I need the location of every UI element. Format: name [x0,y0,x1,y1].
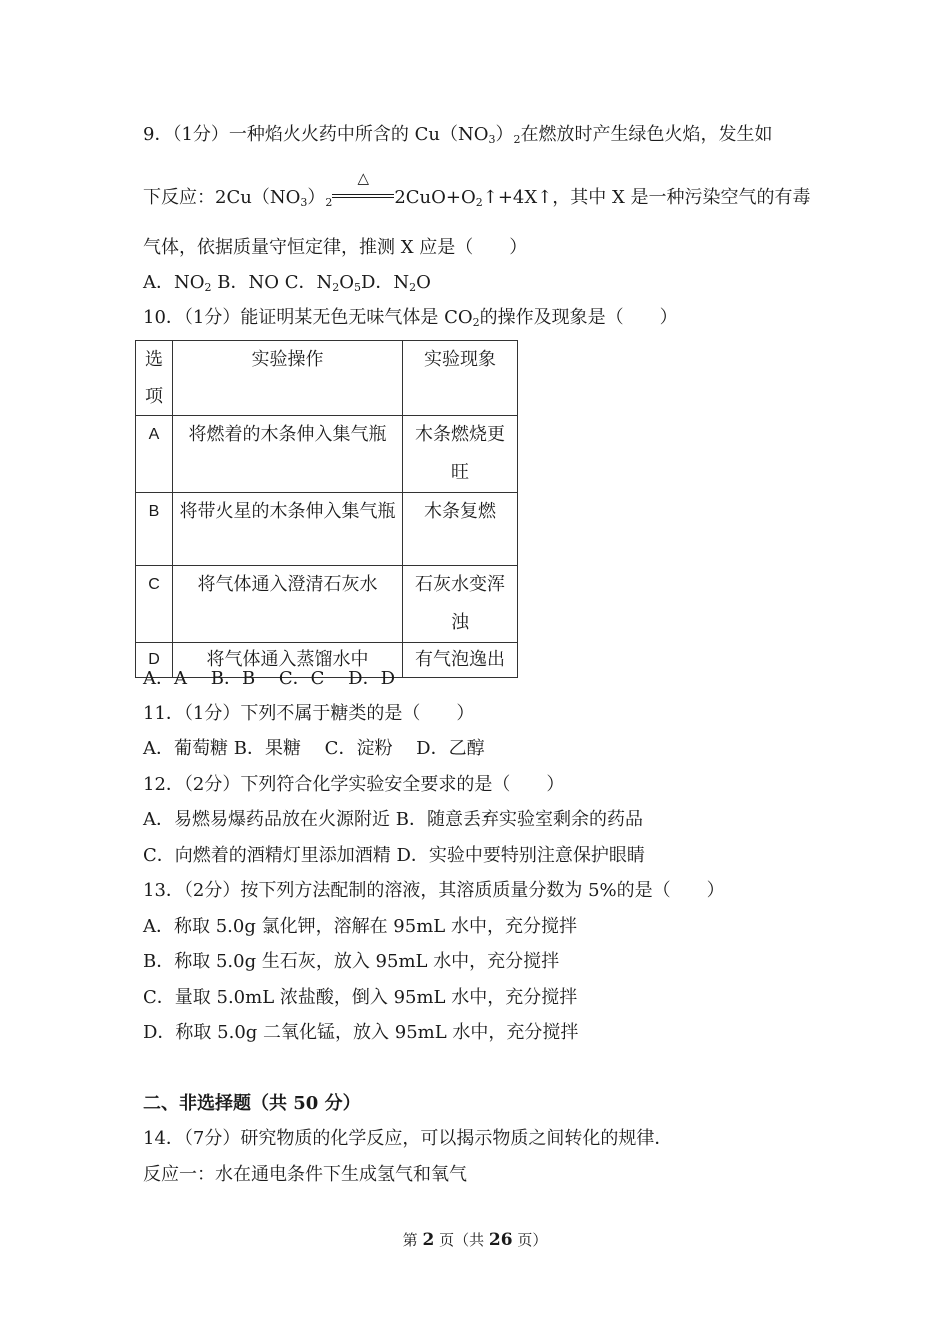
q13-option-c: C．量取 5.0mL 浓盐酸，倒入 95mL 水中，充分搅拌 [143,987,578,1008]
q9-text: 2CuO+O [394,187,476,208]
q10-options: A．A B．B C．C D．D [143,668,396,689]
q10-text: 10．（1分）能证明某无色无味气体是 CO [143,307,473,328]
subscript: 5 [353,281,361,294]
table-header-phenomenon: 实验现象 [403,341,518,416]
table-row [136,566,518,643]
q12-options-line2: C．向燃着的酒精灯里添加酒精 D．实验中要特别注意保护眼睛 [143,845,645,866]
experiment-table [135,340,518,678]
table-cell-option: D [136,643,173,678]
q9-line1 [143,123,773,147]
table-row [136,416,518,493]
table-cell-phenomenon: 有气泡逸出 [403,643,518,678]
q14-reaction1: 反应一：水在通电条件下生成氢气和氧气 [143,1164,467,1185]
subscript: 3 [300,196,308,209]
subscript: 2 [409,281,417,294]
q9-text: ） [307,187,326,208]
subscript: 2 [332,281,340,294]
table-header-row [136,341,518,416]
footer-text: 第 [402,1231,418,1249]
table-header-operation: 实验操作 [173,341,403,416]
table-row [136,493,518,566]
table-cell-phenomenon: 木条燃烧更旺 [403,416,518,493]
table-cell-operation: 将带火星的木条伸入集气瓶 [173,493,403,566]
q9-text: 9．（1分）一种焰火火药中所含的 Cu（NO [143,124,489,145]
q10-text: 的操作及现象是（ ） [479,307,678,328]
subscript: 2 [325,196,333,209]
q13-option-b: B．称取 5.0g 生石灰，放入 95mL 水中，充分搅拌 [143,951,560,972]
subscript: 3 [488,133,496,146]
q9-text: 下反应：2Cu（NO [143,187,301,208]
table-cell-option: C [136,566,173,643]
subscript: 2 [513,133,521,146]
option-text: D．N [360,272,410,293]
table-cell-operation: 将气体通入澄清石灰水 [173,566,403,643]
table-cell-operation: 将气体通入蒸馏水中 [173,643,403,678]
q9-text: ） [495,124,514,145]
footer-text: 页） [517,1231,548,1249]
q14-stem: 14．（7分）研究物质的化学反应，可以揭示物质之间转化的规律． [143,1128,673,1149]
q10-stem [143,306,678,330]
heat-triangle-icon: △ [357,169,370,187]
subscript: 2 [204,281,212,294]
subscript: 2 [475,196,483,209]
heating-condition-sign [332,169,394,210]
q9-line3: 气体，依据质量守恒定律，推测 X 应是（ ） [143,237,528,258]
table-cell-phenomenon: 木条复燃 [403,493,518,566]
q13-stem: 13．（2分）按下列方法配制的溶液，其溶质质量分数为 5%的是（ ） [143,880,725,901]
q9-line2 [143,169,811,210]
table-cell-option: A [136,416,173,493]
table-cell-option: B [136,493,173,566]
q12-options-line1: A．易燃易爆药品放在火源附近 B．随意丢弃实验室剩余的药品 [143,809,643,830]
q11-stem: 11．（1分）下列不属于糖类的是（ ） [143,703,475,724]
table-cell-operation: 将燃着的木条伸入集气瓶 [173,416,403,493]
q13-option-a: A．称取 5.0g 氯化钾，溶解在 95mL 水中，充分搅拌 [143,916,577,937]
table-header-option: 选项 [136,341,173,416]
option-text: B．NO C．N [211,272,333,293]
q9-text: ↑+4X↑，其中 X 是一种污染空气的有毒 [482,187,811,208]
subscript: 2 [472,316,480,329]
footer-text: 页（共 [439,1231,485,1249]
option-text: O [339,272,354,293]
option-text: O [416,272,431,293]
q13-option-d: D．称取 5.0g 二氧化锰，放入 95mL 水中，充分搅拌 [143,1022,579,1043]
page-footer [0,1229,950,1250]
section-heading: 二、非选择题（共 50 分） [143,1093,361,1114]
option-text: A．NO [143,272,205,293]
table-cell-phenomenon: 石灰水变浑浊 [403,566,518,643]
page-number: 2 [422,1230,435,1250]
q9-options [143,271,431,295]
q12-stem: 12．（2分）下列符合化学实验安全要求的是（ ） [143,774,565,795]
total-pages: 26 [488,1230,513,1250]
q9-text: 在燃放时产生绿色火焰，发生如 [520,124,773,145]
q11-options: A．葡萄糖 B．果糖 C．淀粉 D．乙醇 [143,738,485,759]
